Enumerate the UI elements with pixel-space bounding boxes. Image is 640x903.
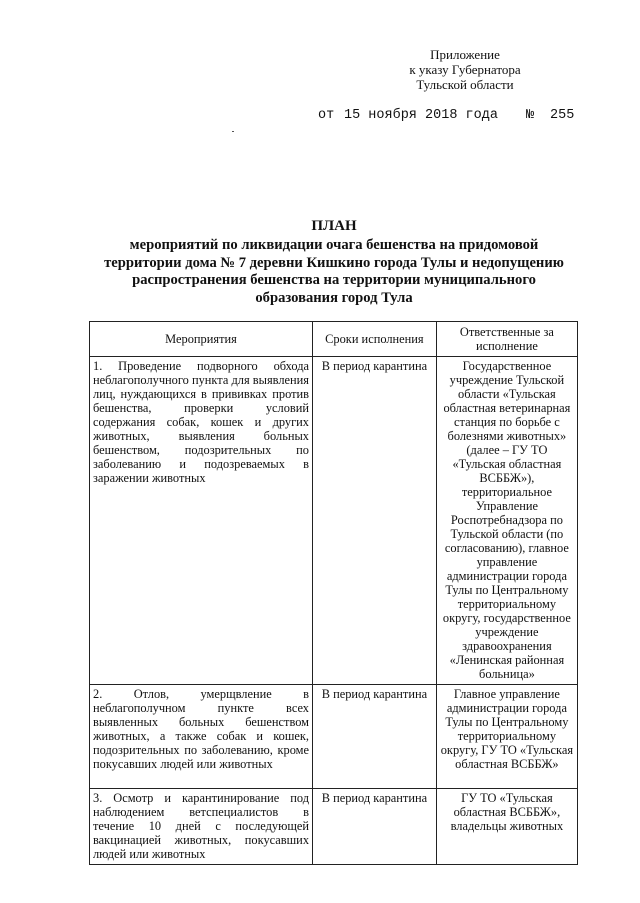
number-sign: № [526, 108, 535, 123]
appendix-line-2: к указу Губернатора [409, 62, 521, 77]
column-header-period: Сроки исполнения [313, 322, 437, 357]
appendix-line-1: Приложение [430, 47, 500, 62]
title-line-1: мероприятий по ликвидации очага бешенства на придомовой [129, 236, 539, 253]
appendix-line-3: Тульской области [416, 77, 514, 92]
scan-speck [232, 131, 234, 132]
table-header-row [90, 322, 578, 357]
plan-table [89, 321, 578, 865]
column-header-activities: Мероприятия [90, 322, 313, 357]
title-heading: ПЛАН [311, 218, 357, 234]
row-2-activity: 2. Отлов, умерщвление в неблагополучном пункте всех выявленных больных бешенством животных, а также собак и кошек, подозрительных по заболеванию, кроме покусавших людей или животных [90, 685, 313, 789]
decree-date: 15 ноября 2018 года [344, 108, 498, 123]
column-header-responsible: Ответственные за исполнение [436, 322, 577, 357]
row-3-period: В период карантина [313, 789, 437, 865]
title-line-3: распространения бешенства на территории муниципального [132, 272, 536, 289]
table-row [90, 789, 578, 865]
decree-number: 255 [550, 108, 575, 123]
row-2-period: В период карантина [313, 685, 437, 789]
row-1-responsible: Государственное учреждение Тульской области «Тульская областная ветеринарная станция по борьбе с болезнями животных» (далее – ГУ ТО «Тульская областная ВСББЖ»), территориальное Управление Роспотребнадзора по Тульской области (по согласованию), главное управление администрации города Тулы по Центральному территориальному округу, государственное учреждение здравоохранения «Ленинская районная больница» [436, 357, 577, 685]
row-3-activity: 3. Осмотр и карантинирование под наблюдением ветспециалистов в течение 10 дней с последующей вакцинацией животных, покусавших людей или животных [90, 789, 313, 865]
appendix-block [380, 47, 550, 92]
table-row [90, 685, 578, 789]
table-row [90, 357, 578, 685]
row-1-period: В период карантина [313, 357, 437, 685]
document-title [90, 218, 578, 308]
row-3-responsible: ГУ ТО «Тульская областная ВСББЖ», владельцы животных [436, 789, 577, 865]
title-line-4: образования город Тула [255, 290, 413, 307]
title-line-2: территории дома № 7 деревни Кишкино города Тулы и недопущению [104, 254, 564, 271]
date-prefix: от [318, 108, 335, 123]
row-2-responsible: Главное управление администрации города Тулы по Центральному территориальному округу, ГУ ТО «Тульская областная ВСББЖ» [436, 685, 577, 789]
row-1-activity: 1. Проведение подворного обхода неблагополучного пункта для выявления лиц, нуждающихся в прививках против бешенства, проверки условий содержания собак, кошек и других животных, выявления больных бешенством, подозрительных по заболеванию и подозреваемых в заражении животных [90, 357, 313, 685]
